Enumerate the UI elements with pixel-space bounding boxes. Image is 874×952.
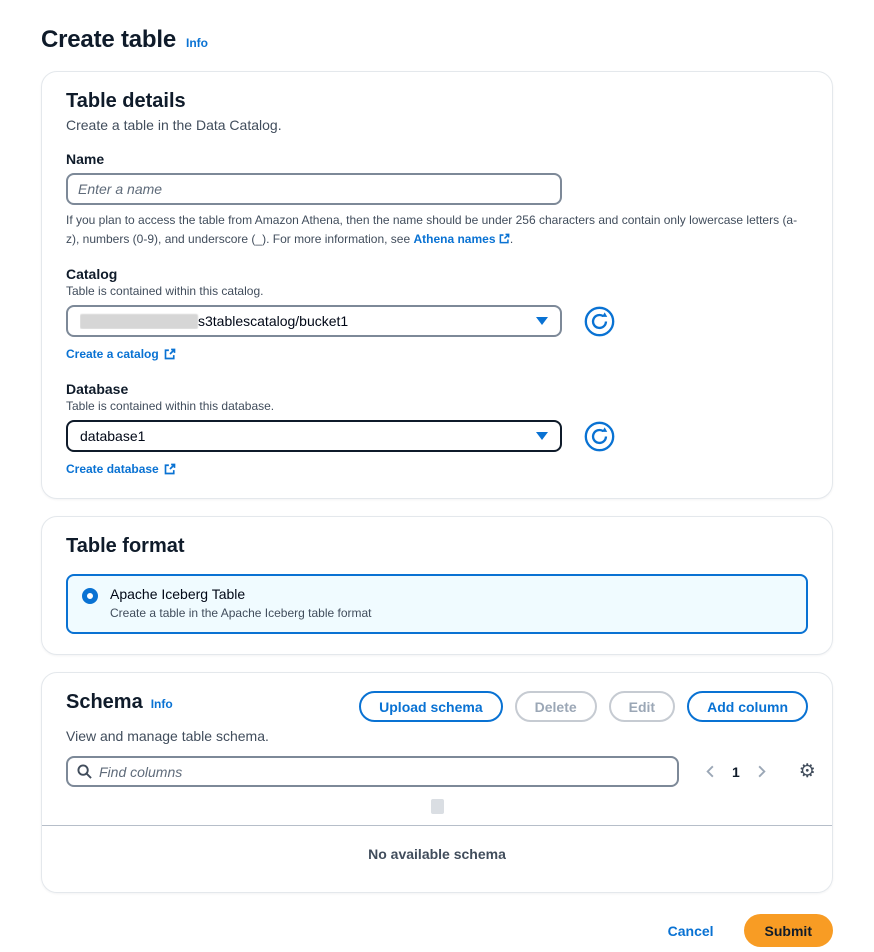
previous-page-button[interactable] [703,764,718,779]
next-page-button[interactable] [754,764,769,779]
name-help-text [66,211,808,248]
page-title: Create table [41,26,176,53]
refresh-icon [584,421,615,452]
upload-schema-button[interactable]: Upload schema [359,691,502,722]
search-input[interactable] [99,764,668,780]
table-format-heading: Table format [66,535,185,558]
refresh-icon [584,306,615,337]
athena-names-link[interactable]: Athena names [413,232,509,246]
name-input[interactable] [66,173,562,205]
caret-down-icon [536,317,548,325]
radio-selected-icon[interactable] [82,588,98,604]
catalog-description: Table is contained within this catalog. [66,284,264,299]
chevron-left-icon [703,764,718,779]
option-label: Apache Iceberg Table [110,586,246,603]
database-select[interactable] [66,420,562,452]
schema-info-link[interactable]: Info [150,697,173,712]
database-refresh-button[interactable] [583,420,615,452]
page-header [41,26,833,54]
catalog-label: Catalog [66,266,118,283]
form-actions [41,914,833,947]
name-field-group [66,151,808,248]
schema-card [41,672,833,893]
table-preferences-button[interactable] [799,762,816,781]
table-details-description: Create a table in the Data Catalog. [66,117,282,133]
find-columns-search[interactable] [66,756,679,787]
database-description: Table is contained within this database. [66,399,275,414]
redacted-account-id [80,314,198,329]
delete-button[interactable]: Delete [515,691,597,722]
schema-toolbar [66,756,816,787]
cancel-button[interactable]: Cancel [667,922,714,939]
table-format-card [41,516,833,655]
catalog-field-group [66,266,808,363]
page-info-link[interactable]: Info [186,36,208,50]
name-help-text-after: . [509,231,514,246]
chevron-right-icon [754,764,769,779]
name-help-text-before: If you plan to access the table from Amazon Athena, then the name should be under 256 characters and contain only lowercase letters (a-z), numbers (0-9), and underscore (_). For more information, see [66,213,798,246]
add-column-button[interactable]: Add column [687,691,808,722]
catalog-select[interactable] [66,305,562,337]
database-select-value: database1 [80,428,146,445]
apache-iceberg-option[interactable] [66,574,808,634]
external-link-icon [164,348,176,360]
option-description: Create a table in the Apache Iceberg table format [110,606,372,621]
external-link-icon [164,463,176,475]
external-link-icon [499,233,510,244]
search-icon [77,764,92,779]
caret-down-icon [536,432,548,440]
catalog-refresh-button[interactable] [583,305,615,337]
edit-button[interactable]: Edit [609,691,675,722]
header-checkbox-placeholder [431,799,444,814]
database-label: Database [66,381,129,398]
database-field-group [66,381,808,478]
create-catalog-link[interactable]: Create a catalog [66,347,176,361]
create-database-link[interactable]: Create database [66,462,176,476]
table-details-heading: Table details [66,90,186,112]
gear-icon: ⚙ [798,761,816,783]
table-header-row [66,787,808,825]
schema-actions [359,691,808,722]
schema-heading: Schema [66,691,143,714]
empty-state-text: No available schema [368,846,506,863]
pagination [703,764,769,780]
page-number[interactable]: 1 [732,763,740,780]
name-label: Name [66,151,105,167]
catalog-select-value: s3tablescatalog/bucket1 [80,313,528,329]
schema-description: View and manage table schema. [66,728,269,745]
submit-button[interactable]: Submit [744,914,833,947]
table-details-card [41,71,833,499]
